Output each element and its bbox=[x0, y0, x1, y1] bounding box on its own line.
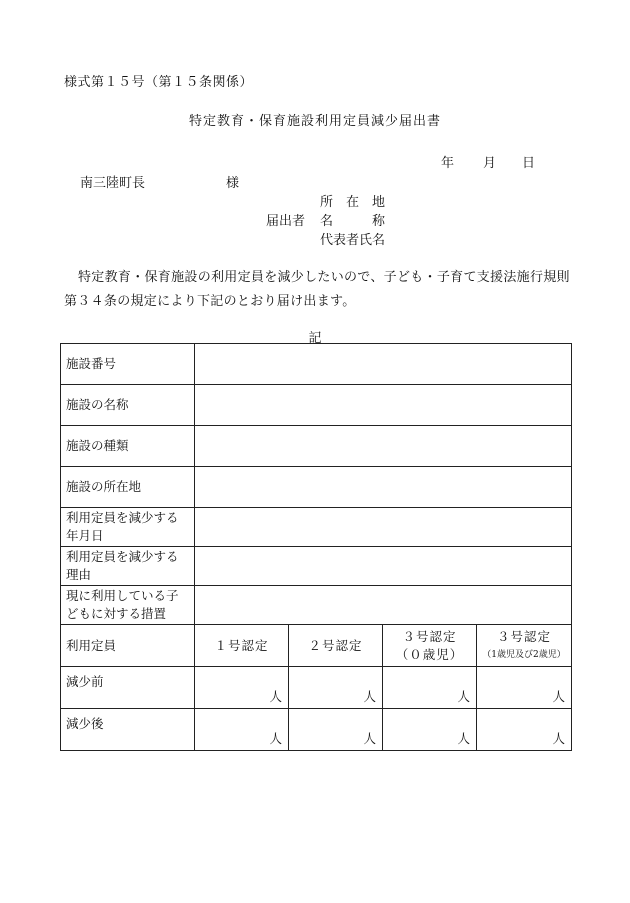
unit-label: 人 bbox=[269, 689, 282, 704]
table-row bbox=[61, 467, 572, 508]
after-type1-field[interactable] bbox=[195, 709, 289, 751]
table-row bbox=[61, 709, 572, 751]
name-label: 名 称 bbox=[320, 214, 386, 229]
address-label: 所 在 地 bbox=[320, 195, 386, 210]
col-header-line: ３号認定 bbox=[496, 628, 551, 644]
row-label-line: 理由 bbox=[66, 567, 92, 582]
col-header-type3-age0 bbox=[383, 625, 477, 667]
date-year-label: 年 bbox=[441, 156, 455, 171]
notification-table bbox=[60, 343, 572, 751]
row-label-capacity: 利用定員 bbox=[61, 625, 195, 667]
table-row bbox=[61, 508, 572, 547]
date-month-label: 月 bbox=[483, 156, 497, 171]
unit-label: 人 bbox=[363, 731, 376, 746]
unit-label: 人 bbox=[552, 731, 565, 746]
col-header-type2: ２号認定 bbox=[289, 625, 383, 667]
unit-label: 人 bbox=[363, 689, 376, 704]
reduction-reason-field[interactable] bbox=[195, 547, 572, 586]
row-label-line: 年月日 bbox=[66, 528, 104, 543]
after-type3-age1-2-field[interactable] bbox=[477, 709, 572, 751]
facility-name-field[interactable] bbox=[195, 385, 572, 426]
before-type3-age0-field[interactable] bbox=[383, 667, 477, 709]
row-label-facility-type: 施設の種類 bbox=[61, 426, 195, 467]
row-label-line: どもに対する措置 bbox=[66, 606, 167, 621]
row-label-before: 減少前 bbox=[61, 667, 195, 709]
col-header-line: ３号認定 bbox=[402, 628, 457, 644]
representative-label: 代表者氏名 bbox=[320, 233, 386, 248]
intro-paragraph: 特定教育・保育施設の利用定員を減少したいので、子ども・子育て支援法施行規則第３４条の規定により下記のとおり届け出ます。 bbox=[64, 270, 570, 309]
date-day-label: 日 bbox=[522, 156, 536, 171]
col-header-type1: １号認定 bbox=[195, 625, 289, 667]
table-row bbox=[61, 426, 572, 467]
addressee-honorific: 様 bbox=[226, 176, 240, 191]
measures-field[interactable] bbox=[195, 586, 572, 625]
row-label-after: 減少後 bbox=[61, 709, 195, 751]
table-row bbox=[61, 547, 572, 586]
row-label-facility-name: 施設の名称 bbox=[61, 385, 195, 426]
facility-address-field[interactable] bbox=[195, 467, 572, 508]
document-title: 特定教育・保育施設利用定員減少届出書 bbox=[188, 114, 441, 129]
row-label-measures bbox=[61, 586, 195, 625]
after-type2-field[interactable] bbox=[289, 709, 383, 751]
unit-label: 人 bbox=[457, 689, 470, 704]
row-label-facility-number: 施設番号 bbox=[61, 344, 195, 385]
row-label-line: 現に利用している子 bbox=[66, 588, 179, 603]
col-header-line: （０歳児） bbox=[395, 646, 464, 662]
table-row bbox=[61, 344, 572, 385]
before-type1-field[interactable] bbox=[195, 667, 289, 709]
form-number: 様式第１５号（第１５条関係） bbox=[64, 75, 254, 90]
addressee-name: 南三陸町長 bbox=[80, 176, 146, 191]
table-row bbox=[61, 385, 572, 426]
table-row bbox=[61, 625, 572, 667]
before-type3-age1-2-field[interactable] bbox=[477, 667, 572, 709]
facility-number-field[interactable] bbox=[195, 344, 572, 385]
facility-type-field[interactable] bbox=[195, 426, 572, 467]
row-label-line: 利用定員を減少する bbox=[66, 549, 179, 564]
reduction-date-field[interactable] bbox=[195, 508, 572, 547]
ki-heading: 記 bbox=[308, 331, 322, 346]
after-type3-age0-field[interactable] bbox=[383, 709, 477, 751]
col-header-type3-age1-2 bbox=[477, 625, 572, 667]
notifier-label: 届出者 bbox=[266, 214, 306, 229]
before-type2-field[interactable] bbox=[289, 667, 383, 709]
row-label-line: 利用定員を減少する bbox=[66, 510, 179, 525]
table-row bbox=[61, 586, 572, 625]
unit-label: 人 bbox=[457, 731, 470, 746]
row-label-reduction-reason bbox=[61, 547, 195, 586]
table-row bbox=[61, 667, 572, 709]
unit-label: 人 bbox=[269, 731, 282, 746]
unit-label: 人 bbox=[552, 689, 565, 704]
row-label-reduction-date bbox=[61, 508, 195, 547]
row-label-facility-address: 施設の所在地 bbox=[61, 467, 195, 508]
col-header-line: （1歳児及び2歳児） bbox=[482, 649, 566, 660]
